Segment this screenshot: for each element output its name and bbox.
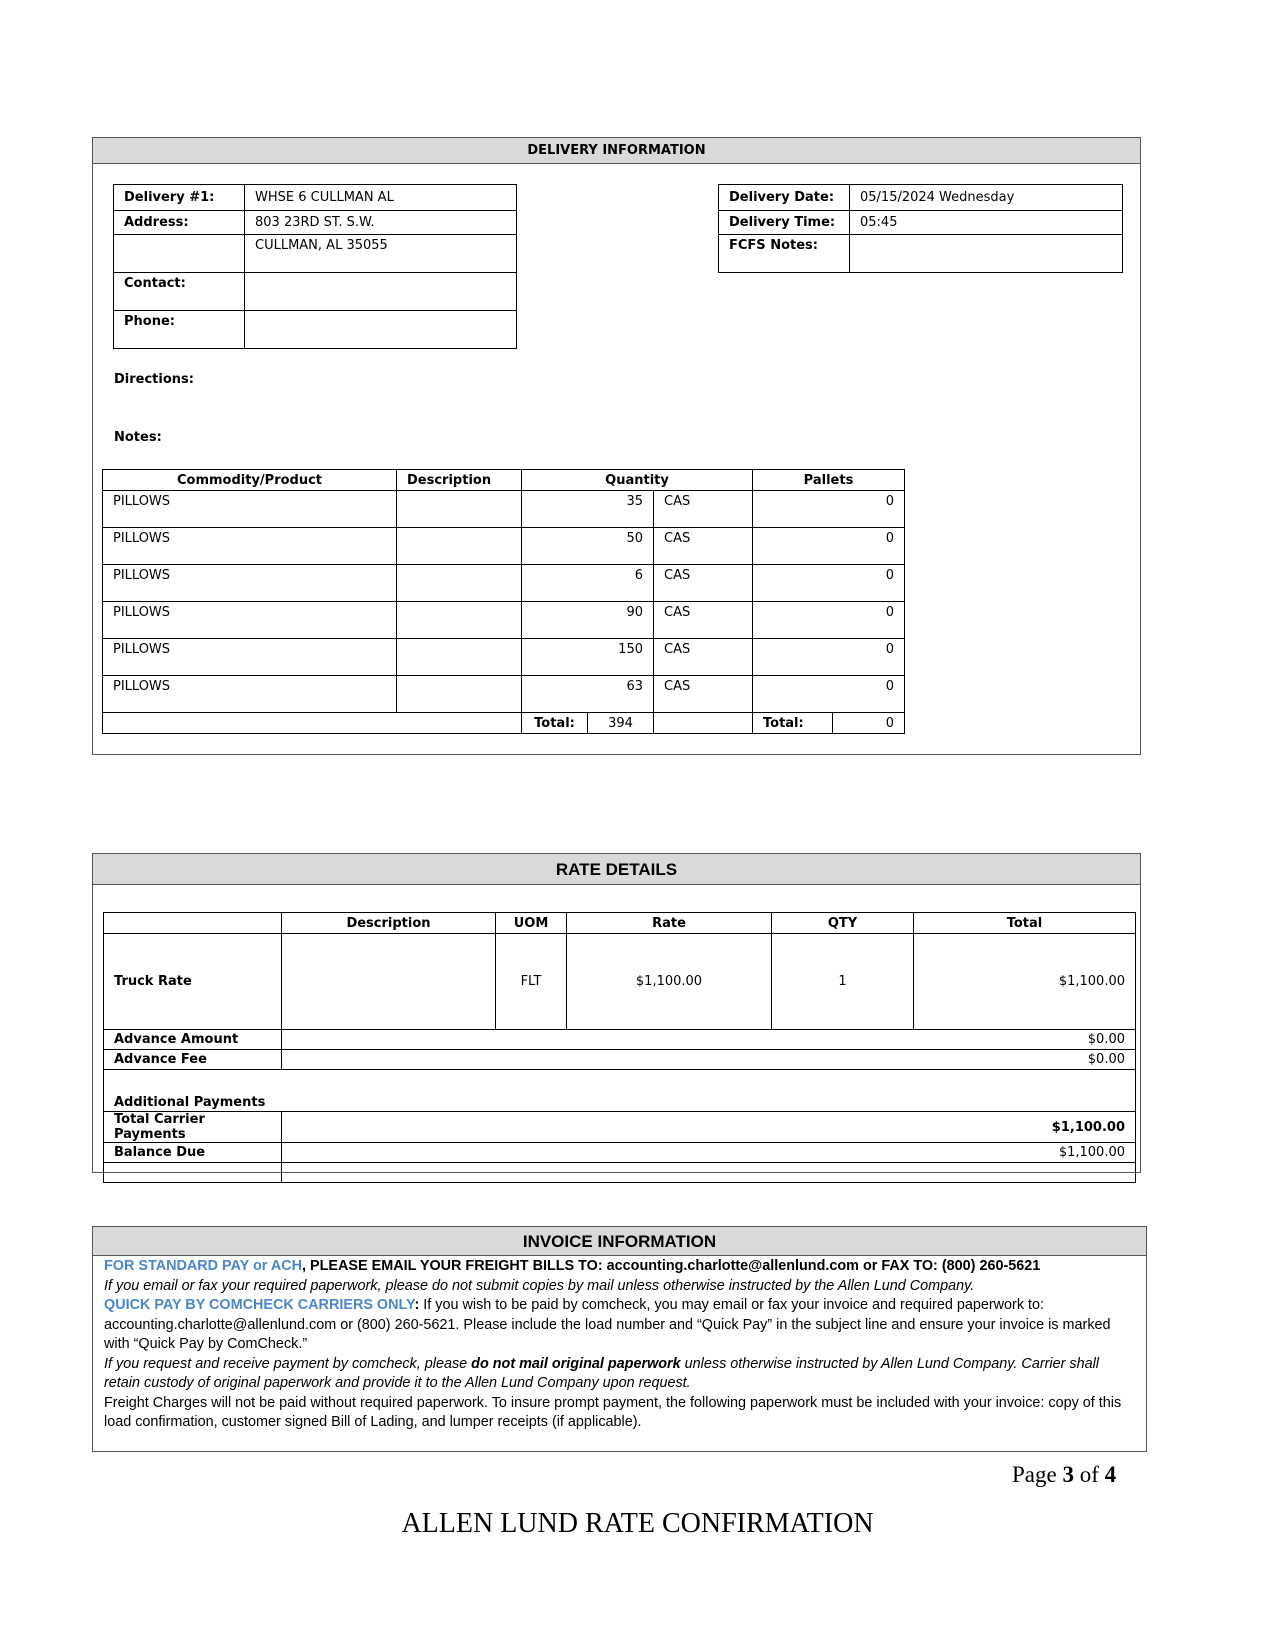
comcheck-note-emphasis: do not mail original paperwork [471, 1355, 681, 1372]
rate-description-header: Description [282, 913, 496, 934]
truck-rate-row [104, 934, 1136, 1030]
quick-pay-paragraph [104, 1296, 1135, 1355]
directions-label: Directions: [114, 372, 194, 387]
standard-pay-paragraph [104, 1257, 1135, 1277]
commodity-product: PILLOWS [103, 639, 397, 676]
delivery-date-label: Delivery Date: [719, 185, 850, 211]
pallets-total-label: Total: [753, 713, 833, 734]
commodity-pallets: 0 [753, 565, 905, 602]
standard-pay-note: If you email or fax your required paperwork, please do not submit copies by mail unless otherwise instructed by the Allen Lund Company. [104, 1277, 975, 1294]
fcfs-notes-label: FCFS Notes: [719, 235, 850, 273]
commodity-quantity: 90 [522, 602, 654, 639]
page-total: 4 [1104, 1462, 1117, 1487]
commodity-product: PILLOWS [103, 491, 397, 528]
truck-rate-uom: FLT [496, 934, 567, 1030]
delivery-information-header: DELIVERY INFORMATION [93, 138, 1140, 164]
total-carrier-payments-label: Total Carrier Payments [104, 1112, 282, 1143]
commodity-description [397, 565, 522, 602]
truck-rate-qty: 1 [772, 934, 914, 1030]
advance-amount-label: Advance Amount [104, 1030, 282, 1050]
invoice-information-header: INVOICE INFORMATION [93, 1227, 1146, 1256]
quick-pay-text: If you wish to be paid by comcheck, you may email or fax your invoice and required paperwork to: accounting.charlotte@allenlund.com or (800) 260-5621. Please include the load number and “Quick Pay” in the subject line and ensure your invoice is marked with “Quick Pay by ComCheck.” [104, 1297, 1111, 1352]
commodity-uom: CAS [654, 565, 753, 602]
address-line1: 803 23RD ST. S.W. [245, 211, 517, 235]
phone-label: Phone: [114, 311, 245, 349]
commodity-pallets: 0 [753, 676, 905, 713]
freight-charges-note: Freight Charges will not be paid without required paperwork. To insure prompt payment, the following paperwork must be included with your invoice: copy of this load confirmation, customer signed Bill of Lading, and lumper receipts (if applicable). [104, 1394, 1122, 1430]
delivery-stop-label: Delivery #1: [114, 185, 245, 211]
page-number [1012, 1462, 1116, 1488]
commodity-row [103, 602, 905, 639]
pallets-total-value: 0 [833, 713, 905, 734]
delivery-time-label: Delivery Time: [719, 211, 850, 235]
truck-rate-label: Truck Rate [104, 934, 282, 1030]
commodity-row [103, 565, 905, 602]
commodity-row [103, 639, 905, 676]
quantity-header: Quantity [522, 470, 753, 491]
comcheck-note-a: If you request and receive payment by comcheck, please [104, 1355, 472, 1372]
rate-rate-header: Rate [567, 913, 772, 934]
delivery-time-value: 05:45 [850, 211, 1123, 235]
delivery-date-value: 05/15/2024 Wednesday [850, 185, 1123, 211]
commodity-row [103, 491, 905, 528]
commodity-product: PILLOWS [103, 528, 397, 565]
standard-pay-label: FOR STANDARD PAY or ACH [104, 1258, 303, 1274]
commodity-description [397, 491, 522, 528]
pallets-header: Pallets [753, 470, 905, 491]
commodity-uom: CAS [654, 602, 753, 639]
commodity-quantity: 50 [522, 528, 654, 565]
balance-due-value: $1,100.00 [282, 1143, 1136, 1163]
commodity-row [103, 528, 905, 565]
commodity-quantity: 63 [522, 676, 654, 713]
commodity-table [102, 469, 905, 734]
address-label: Address: [114, 211, 245, 235]
truck-rate-description [282, 934, 496, 1030]
advance-fee-label: Advance Fee [104, 1050, 282, 1070]
notes-label: Notes: [114, 430, 162, 445]
description-header: Description [397, 470, 522, 491]
rate-qty-header: QTY [772, 913, 914, 934]
page-word: Page [1012, 1462, 1057, 1487]
commodity-description [397, 676, 522, 713]
advance-fee-value: $0.00 [282, 1050, 1136, 1070]
quick-pay-label: QUICK PAY BY COMCHECK CARRIERS ONLY [104, 1297, 415, 1313]
commodity-product: PILLOWS [103, 565, 397, 602]
invoice-information-section [92, 1226, 1147, 1452]
quantity-total-value: 394 [588, 713, 654, 734]
commodity-product: PILLOWS [103, 676, 397, 713]
phone-value [245, 311, 517, 349]
balance-due-label: Balance Due [104, 1143, 282, 1163]
rate-details-header: RATE DETAILS [93, 854, 1140, 885]
rate-table [103, 912, 1136, 1183]
commodity-pallets: 0 [753, 639, 905, 676]
commodity-product: PILLOWS [103, 602, 397, 639]
delivery-stop-value: WHSE 6 CULLMAN AL [245, 185, 517, 211]
commodity-uom: CAS [654, 676, 753, 713]
commodity-pallets: 0 [753, 491, 905, 528]
quantity-total-label: Total: [522, 713, 588, 734]
comcheck-note [104, 1355, 1135, 1394]
truck-rate-rate: $1,100.00 [567, 934, 772, 1030]
commodity-header: Commodity/Product [103, 470, 397, 491]
commodity-description [397, 528, 522, 565]
commodity-uom: CAS [654, 528, 753, 565]
commodity-pallets: 0 [753, 602, 905, 639]
total-carrier-payments-value: $1,100.00 [282, 1112, 1136, 1143]
page-of-word: of [1079, 1462, 1099, 1487]
commodity-uom: CAS [654, 491, 753, 528]
standard-pay-text: , PLEASE EMAIL YOUR FREIGHT BILLS TO: accounting.charlotte@allenlund.com or FAX TO: (800) 260-5621 [302, 1258, 1041, 1274]
truck-rate-total: $1,100.00 [914, 934, 1136, 1030]
additional-payments-label: Additional Payments [104, 1070, 1136, 1112]
address-line2: CULLMAN, AL 35055 [245, 235, 517, 273]
commodity-uom: CAS [654, 639, 753, 676]
fcfs-notes-value [850, 235, 1123, 273]
contact-value [245, 273, 517, 311]
rate-uom-header: UOM [496, 913, 567, 934]
contact-label: Contact: [114, 273, 245, 311]
commodity-description [397, 639, 522, 676]
comcheck-note-c: unless otherwise instructed by Allen Lund Company. Carrier shall retain custody of original paperwork and provide it to the Allen Lund Company upon request. [104, 1355, 1099, 1391]
advance-amount-value: $0.00 [282, 1030, 1136, 1050]
commodity-quantity: 6 [522, 565, 654, 602]
delivery-schedule-table [718, 184, 1123, 273]
commodity-quantity: 150 [522, 639, 654, 676]
commodity-description [397, 602, 522, 639]
rate-total-header: Total [914, 913, 1136, 934]
commodity-row [103, 676, 905, 713]
delivery-address-table [113, 184, 517, 349]
quick-pay-colon: : [414, 1297, 420, 1313]
commodity-quantity: 35 [522, 491, 654, 528]
document-title: ALLEN LUND RATE CONFIRMATION [401, 1508, 874, 1539]
commodity-pallets: 0 [753, 528, 905, 565]
page-current: 3 [1062, 1462, 1074, 1487]
